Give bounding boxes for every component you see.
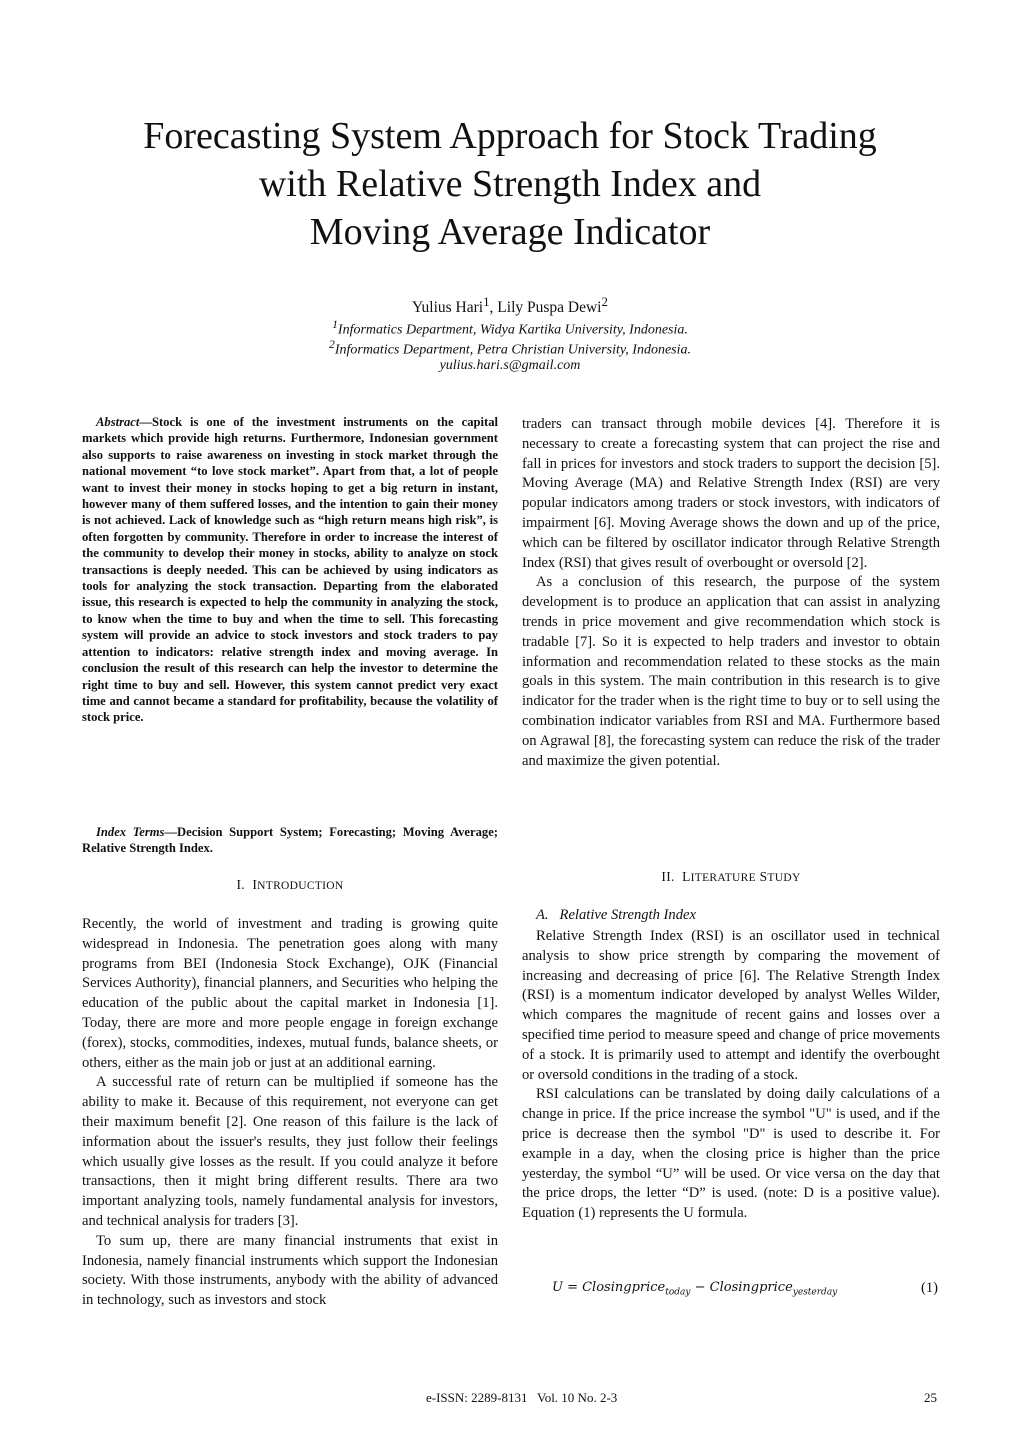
section-2-cap-1: L xyxy=(682,869,691,884)
title-line-1: Forecasting System Approach for Stock Trading xyxy=(143,115,877,157)
introduction-body xyxy=(82,915,498,1311)
author-list xyxy=(0,294,1020,317)
footer-page-number: 25 xyxy=(924,1390,937,1405)
right-column-intro-continued xyxy=(522,415,940,771)
equation-1 xyxy=(522,1280,940,1302)
rsi-paragraph-2: RSI calculations can be translated by doing daily calculations of a change in price. If the price increase the symbol "U" is used, and if the price is decrease then the symbol "D" is used to describe it. For example in a day, when the closing price is higher than the price yesterday, the symbol “U” will be used. Or vice versa on the day that the price drops, the letter “D” is used. (note: D is a positive value). Equation (1) represents the U formula. xyxy=(522,1086,940,1222)
section-2-rest-1: ITERATURE xyxy=(690,872,756,884)
author-separator: , xyxy=(489,299,498,317)
paper-title xyxy=(0,112,1020,256)
equation-1-sub-today: today xyxy=(665,1287,691,1298)
title-line-3: Moving Average Indicator xyxy=(309,211,711,253)
rsi-paragraph-1: Relative Strength Index (RSI) is an oscillator used in technical analysis to show price strength by comparing the movement of increasing and decreasing of price [6]. The Relative Strength Index (RSI) is a momentum indicator developed by analyst Welles Wilder, which compares the magnitude of recent gains and losses over a specified time period to measure speed and change of price movements of a stock. It is primarily used to attempt and identify the overbought or oversold conditions in the trading of a stock. xyxy=(522,928,940,1083)
section-heading-introduction xyxy=(82,877,498,893)
author-email xyxy=(0,358,1020,374)
abstract-text: Stock is one of the investment instruments on the capital markets which provide high returns. Furthermore, Indonesian government also supports to raise awareness on investing in stock market through the national movement “to love stock market”. Apart from that, a lot of people want to invest their money in stocks hoping to get a big return in instant, however many of them suffered losses, and the intention to gain their money is not achieved. Lack of knowledge such as “high return means high risk”, is often forgotten by community. Therefore in order to increase the interest of the community to develop their money in stocks, ability to analyze on stock transactions is deeply needed. This can be achieved by using indicators as tools for analyzing the stock transaction. Departing from the elaborated issue, this research is expected to help the community in analyzing the stock, to know when the time to buy and when the time to sell. This forecasting system will provide an advice to stock investors and stock traders to pay attention to indicators: relative strength index and moving average. In conclusion the result of this research can help the investor to determine the right time to buy and sell. However, this system cannot predict very exact time and cannot became a standard for profitability, because the volatility of stock price. xyxy=(82,415,498,725)
affiliation-1 xyxy=(0,318,1020,339)
affiliation-1-text: Informatics Department, Widya Kartika University, Indonesia. xyxy=(337,322,688,338)
affiliation-2-sup: 2 xyxy=(328,338,335,351)
equation-1-formula xyxy=(552,1280,837,1298)
index-terms-dash: — xyxy=(164,825,178,839)
subsection-a-title: Relative Strength Index xyxy=(559,907,696,923)
author-1-sup: 1 xyxy=(483,294,490,309)
index-terms-label: Index Terms xyxy=(96,825,165,839)
equation-1-mid: − Closingprice xyxy=(690,1280,793,1295)
section-heading-literature-study xyxy=(522,869,940,885)
author-2-sup: 2 xyxy=(601,294,608,309)
section-2-cap-2: S xyxy=(759,869,768,884)
affiliation-1-sup: 1 xyxy=(332,318,338,331)
right-paragraph-1: traders can transact through mobile devices [4]. Therefore it is necessary to create a forecasting system that can project the rise and fall in prices for investors and stock traders to support the decision [5]. Moving Average (MA) and Relative Strength Index (RSI) are very popular indicators among traders or stock investors, with indicators of impairment [6]. Moving Average shows the down and up of the price, which can be filtered by oscillator indicator through Relative Strength Index (RSI) that gives result of overbought or oversold [2]. xyxy=(522,416,940,571)
author-2: Lily Puspa Dewi xyxy=(497,299,602,317)
intro-paragraph-2: A successful rate of return can be multiplied if someone has the ability to make it. Because of this requirement, not everyone can get their maximum benefit [2]. One reason of this failure is the lack of information about the issuer's results, they just follow their feelings which usually give losses as the result. If you could analyze it before transactions, then it might bring different results. There ara two important analyzing tools, namely fundamental analysis for investors, and technical analysis for traders [3]. xyxy=(82,1074,498,1229)
intro-paragraph-3: To sum up, there are many financial instruments that exist in Indonesia, namely financial instruments which support the Indonesian society. With those instruments, anybody with the ability of advanced in technology, such as investors and stock xyxy=(82,1232,498,1309)
affiliation-2 xyxy=(0,338,1020,359)
abstract xyxy=(82,414,498,726)
section-2-rest-2: TUDY xyxy=(767,872,801,884)
rsi-body xyxy=(522,927,940,1224)
affiliation-2-text: Informatics Department, Petra Christian University, Indonesia. xyxy=(334,342,692,358)
index-terms xyxy=(82,824,498,857)
intro-paragraph-1: Recently, the world of investment and trading is growing quite widespread in Indonesia. The penetration goes along with many programs from BEI (Indonesia Stock Exchange), OJK (Financial Services Authority), financial planners, and Securities who helping the education of the public about the capital market in Indonesia [1]. Today, there are more and more people engage in foreign exchange (forex), stocks, commodities, indexes, mutual funds, balance sheets, or others, either as the main job or just at an additional earning. xyxy=(82,916,498,1071)
title-line-2: with Relative Strength Index and xyxy=(258,163,762,205)
section-1-cap: I xyxy=(252,877,258,892)
equation-1-number: (1) xyxy=(920,1280,938,1296)
index-terms-text: Decision Support System; Forecasting; Moving Average; Relative Strength Index. xyxy=(82,825,498,856)
abstract-dash: — xyxy=(139,415,152,429)
section-2-number: II. xyxy=(661,869,675,884)
author-1: Yulius Hari xyxy=(412,299,484,317)
right-paragraph-2: As a conclusion of this research, the purpose of the system development is to produce an application that can assist in analyzing trends in price movement and give recommendation which stock is tradable [7]. So it is expected to help traders and investor to obtain information and recommendation related to these stocks as the main goals in this system. The main contribution in this research is to give indicator for the trader when is the right time to buy or to sell using the combination indicator variables from RSI and MA. Furthermore based on Agrawal [8], the forecasting system can reduce the risk of the trader and maximize the given potential. xyxy=(522,574,940,769)
index-terms-paragraph xyxy=(82,824,498,857)
equation-1-sub-yesterday: yesterday xyxy=(792,1287,838,1298)
section-1-rest: NTRODUCTION xyxy=(257,880,344,892)
subsection-heading-rsi xyxy=(536,907,696,924)
email-text: yulius.hari.s@gmail.com xyxy=(439,358,581,373)
footer-issn: e-ISSN: 2289-8131 Vol. 10 No. 2-3 xyxy=(426,1390,618,1405)
abstract-paragraph xyxy=(82,414,498,726)
subsection-a-label: A. xyxy=(536,907,549,923)
equation-1-lhs: U = Closingprice xyxy=(552,1280,666,1295)
abstract-label: Abstract xyxy=(96,415,140,429)
section-1-number: I. xyxy=(236,877,245,892)
